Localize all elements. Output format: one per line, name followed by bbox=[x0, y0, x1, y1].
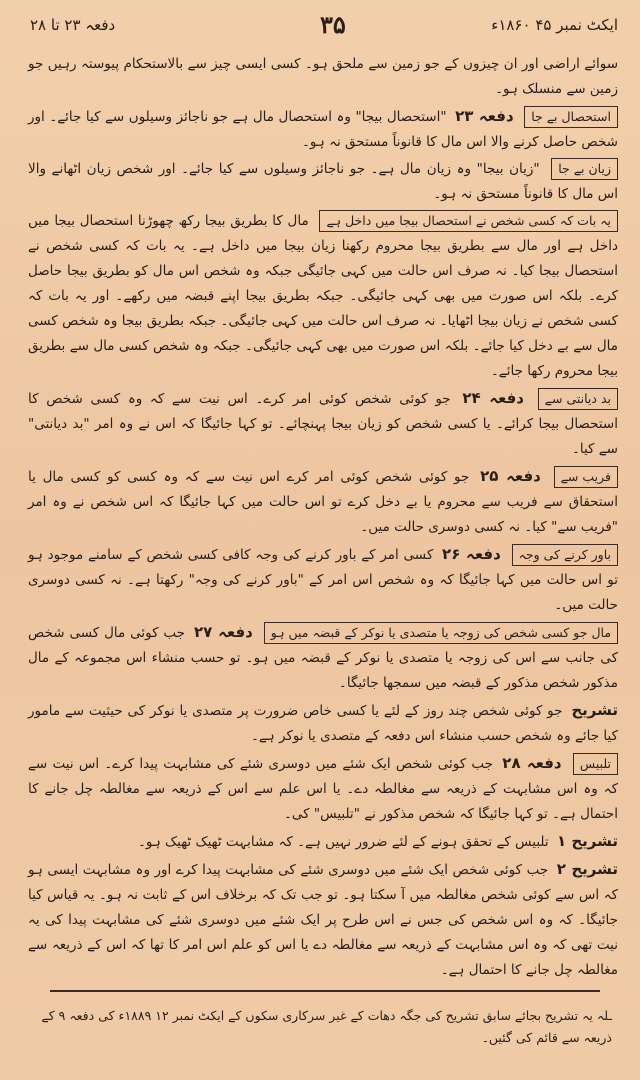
margin-label: بد دیانتی سے bbox=[538, 388, 618, 410]
section-number: دفعہ ۲۵ bbox=[480, 467, 541, 485]
margin-label: یہ بات کہ کسی شخص نے استحصال بیجا میں داخل ہے bbox=[319, 210, 618, 232]
paragraph-text: جو کوئی شخص کوئی امر کرے۔ اس نیت سے کہ وہ کسی شخص کا استحصال بیجا کرائے۔ یا کسی شخص کو زیان بیجا پہنچائے۔ تو کہا جائیگا کہ اس نے وہ امر "بد دیانتی" سے کیا۔ bbox=[28, 391, 618, 457]
margin-label: زیان بے جا bbox=[551, 158, 618, 180]
paragraph-text: جب کوئی شخص ایک شئے میں دوسری شئے کی مشابہت پیدا کرے۔ اس نیت سے کہ وہ اس مشابہت کے ذریعہ سے مغالطہ دے۔ یا اس علم سے اس کے ذریعہ سے مغالطہ چل جانے کا احتمال ہے۔ تو کہا جائیگا کہ شخص مذکور نے "تلبیس" کی۔ bbox=[28, 756, 618, 822]
paragraph-text: مال کا بطریق بیجا رکھ چھوڑنا استحصال بیجا میں داخل ہے اور مال سے بطریق بیجا محروم رکھنا زیان بیجا میں داخل ہے۔ یہ بات کہ کسی شخص نے استحصال بیجا کیا۔ نہ صرف اس حالت میں کہی جائیگی جبکہ وہ شخص اس مال کو بطریق بیجا حاصل کرے۔ بلکہ اس صورت میں بھی کہی جائیگی۔ جبکہ بطریق بیجا اپنے قبضہ میں رکھے۔ اور یہ بات کہ کسی شخص نے زیان بیجا اٹھایا۔ نہ صرف اس حالت میں کہی جائیگی۔ جبکہ بطریق بیجا وہ شخص کسی مال سے بے دخل کیا جائے۔ بلکہ اس صورت میں بھی کہی جائیگی۔ جبکہ وہ شخص کسی مال سے بطریق بیجا محروم رکھا جائے۔ bbox=[28, 213, 618, 379]
paragraph-text: جب کوئی مال کسی شخص کی جانب سے اس کی زوجہ یا متصدی یا نوکر کے قبضہ میں ہو۔ تو حسب منشاء اس مجموعہ کے مال مذکور شخص مذکور کے قبضہ میں سمجھا جائیگا۔ bbox=[28, 625, 618, 691]
explanation-heading: تشریح ۲ bbox=[556, 860, 618, 878]
explanation-heading: تشریح bbox=[571, 701, 618, 719]
paragraph bbox=[28, 386, 618, 462]
paragraph bbox=[28, 620, 618, 696]
paragraph-text: "زیان بیجا" وہ زیان مال ہے۔ جو ناجائز وسیلوں سے کیا جائے۔ اور شخص زیان اٹھانے والا اس مال کا قانوناً مستحق نہ ہو۔ bbox=[28, 161, 618, 202]
paragraph bbox=[28, 542, 618, 618]
paragraph bbox=[28, 157, 618, 207]
page-header bbox=[30, 10, 618, 40]
paragraph-text: سوائے اراضی اور ان چیزوں کے جو زمین سے ملحق ہو۔ کسی ایسی چیز سے بالاستحکام پیوستہ رہیں جو زمین سے منسلک ہو۔ bbox=[28, 56, 618, 97]
sections-range: دفعہ ۲۳ تا ۲۸ bbox=[30, 16, 116, 34]
paragraph bbox=[28, 464, 618, 540]
margin-label: استحصال بے جا bbox=[524, 106, 618, 128]
paragraph bbox=[28, 857, 618, 983]
footnote-divider bbox=[50, 990, 600, 992]
margin-label: تلبیس bbox=[573, 753, 618, 775]
paragraph bbox=[28, 698, 618, 749]
margin-label: مال جو کسی شخص کی زوجہ یا متصدی یا نوکر کے قبضہ میں ہو bbox=[264, 622, 618, 644]
paragraph-text: تلبیس کے تحقق ہونے کے لئے ضرور نہیں ہے۔ کہ مشابہت ٹھیک ٹھیک ہو۔ bbox=[137, 834, 549, 850]
paragraph bbox=[28, 751, 618, 827]
page-number: ۳۵ bbox=[320, 10, 346, 39]
section-number: دفعہ ۲۴ bbox=[462, 389, 524, 407]
paragraph-text: جو کوئی شخص کوئی امر کرے اس نیت سے کہ وہ کسی کو کسی مال یا استحقاق سے فریب سے محروم یا بے دخل کرے تو اس حالت میں کہا جائیگا کہ اس شخص نے وہ امر "فریب سے" کیا۔ نہ کسی دوسری حالت میں۔ bbox=[28, 469, 618, 535]
section-number: دفعہ ۲۶ bbox=[442, 545, 501, 563]
paragraph-text: جو کوئی شخص چند روز کے لئے یا کسی خاص ضرورت پر متصدی یا نوکر کی حیثیت سے مامور کیا جائے وہ شخص حسب منشاء اس دفعہ کے متصدی یا نوکر ہے۔ bbox=[28, 703, 618, 744]
section-number: دفعہ ۲۷ bbox=[193, 623, 253, 641]
document-body bbox=[28, 52, 618, 985]
paragraph bbox=[28, 52, 618, 102]
paragraph-text: کسی امر کے باور کرنے کی وجہ کافی کسی شخص کے سامنے موجود ہو تو اس حالت میں کہا جائیگا کہ وہ شخص اس امر کے "باور کرنے کی وجہ" رکھتا ہے۔ نہ کسی دوسری حالت میں۔ bbox=[28, 547, 618, 613]
act-reference: ایکٹ نمبر ۴۵ ۱۸۶۰ء bbox=[491, 16, 618, 34]
paragraph-text: جب کوئی شخص ایک شئے میں دوسری شئے کی مشابہت پیدا کرے اور وہ مشابہت ایسی ہو کہ اس سے کوئی شخص مغالطہ میں آ سکتا ہو۔ تو جب تک کہ برخلاف اس کے ثابت نہ ہو۔ یہ قیاس کیا جائیگا۔ کہ وہ اس شخص کی جس نے اس طرح پر ایک شئے میں دوسری شئے کی مشابہت پیدا کی یہ نیت تھی کہ وہ اس مشابہت کے ذریعہ سے مغالطہ دے یا اس کو علم اس امر کا تھا کہ اس کے ذریعہ سے مغالطہ چل جانے کا احتمال ہے۔ bbox=[28, 862, 618, 978]
paragraph bbox=[28, 104, 618, 155]
paragraph-text: "استحصال بیجا" وہ استحصال مال ہے جو ناجائز وسیلوں سے کیا جائے۔ اور شخص حاصل کرنے والا اس مال کا قانوناً مستحق نہ ہو۔ bbox=[28, 109, 618, 150]
margin-label: فریب سے bbox=[554, 466, 618, 488]
section-number: دفعہ ۲۸ bbox=[502, 754, 562, 772]
paragraph bbox=[28, 829, 618, 855]
paragraph bbox=[28, 209, 618, 384]
section-number: دفعہ ۲۳ bbox=[455, 107, 514, 125]
margin-label: باور کرنے کی وجہ bbox=[512, 544, 618, 566]
explanation-heading: تشریح ۱ bbox=[556, 832, 618, 850]
footnote: ـلہ یہ تشریح بجائے سابق تشریح کی جگہ دھات کے غیر سرکاری سکوں کے ایکٹ نمبر ۱۲ ۱۸۸۹ء کی دفعہ ۹ کے ذریعہ سے قائم کی گئیں۔ bbox=[41, 1008, 612, 1045]
